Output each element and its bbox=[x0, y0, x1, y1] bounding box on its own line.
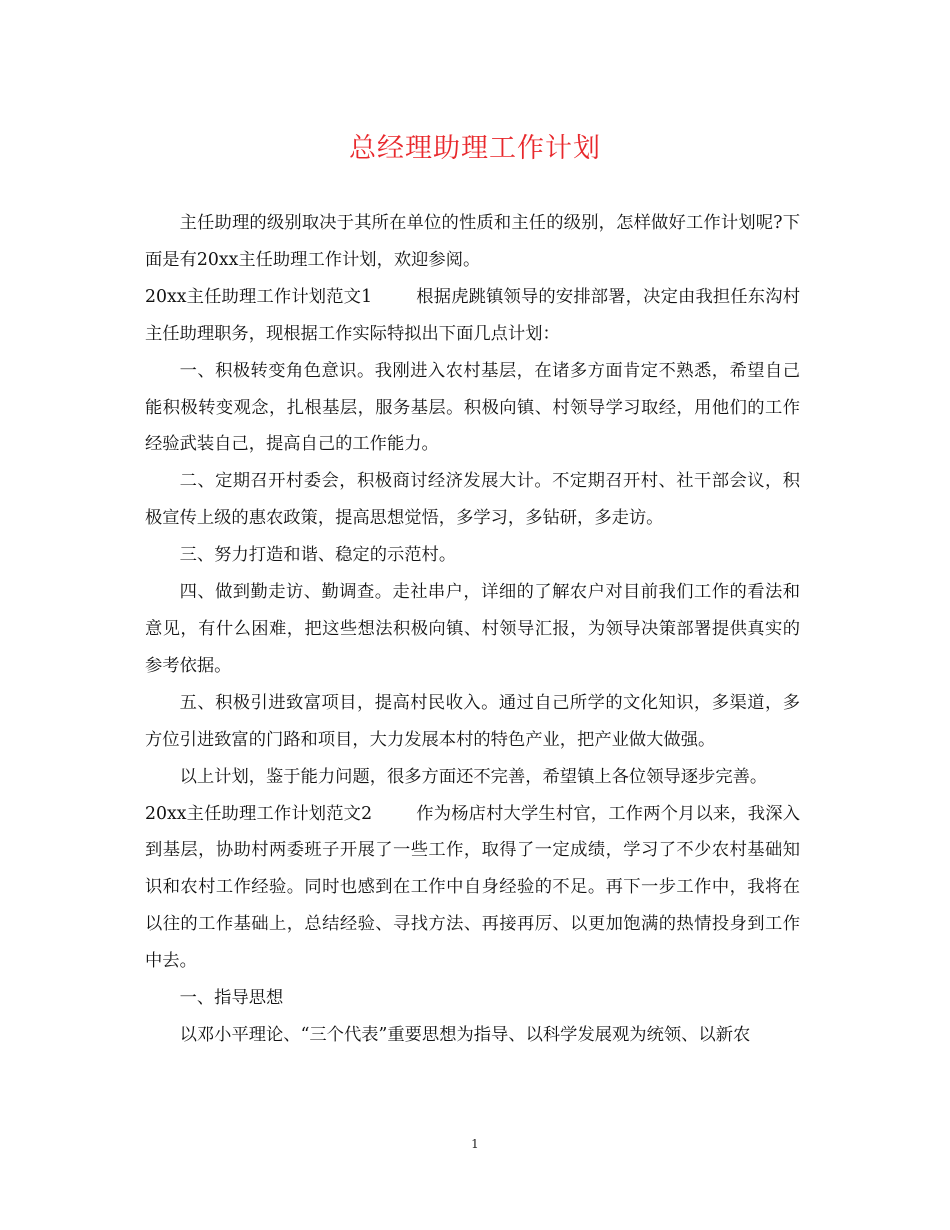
sample1-point-1: 一、积极转变角色意识。我刚进入农村基层，在诸多方面肯定不熟悉，希望自己能积极转变观念，扎根基层，服务基层。积极向镇、村领导学习取经，用他们的工作经验武装自己，提高自己的工作能力。 bbox=[145, 360, 800, 455]
sample1-paragraph bbox=[145, 279, 800, 353]
document-body bbox=[145, 205, 800, 1054]
sample1-heading: 20xx主任助理工作计划范文1 bbox=[145, 286, 373, 307]
sample1-lead: 根据虎跳镇领导的安排部署，决定由我担任东沟村主任助理职务，现根据工作实际特拟出下面几点计划： bbox=[145, 286, 800, 344]
sample2-lead: 作为杨店村大学生村官，工作两个月以来，我深入到基层，协助村两委班子开展了一些工作，取得了一定成绩，学习了不少农村基础知识和农村工作经验。同时也感到在工作中自身经验的不足。再下一步工作中，我将在以往的工作基础上，总结经验、寻找方法、再接再厉、以更加饱满的热情投身到工作中去。 bbox=[145, 803, 800, 972]
sample1-conclusion: 以上计划，鉴于能力问题，很多方面还不完善，希望镇上各位领导逐步完善。 bbox=[179, 766, 768, 787]
sample1-point-2: 二、定期召开村委会，积极商讨经济发展大计。不定期召开村、社干部会议，积极宣传上级的惠农政策，提高思想觉悟，多学习，多钻研，多走访。 bbox=[145, 471, 800, 529]
sample2-paragraph bbox=[145, 796, 800, 981]
sample1-point-5: 五、积极引进致富项目，提高村民收入。通过自己所学的文化知识，多渠道，多方位引进致富的门路和项目，大力发展本村的特色产业，把产业做大做强。 bbox=[145, 692, 800, 750]
sample2-heading: 20xx主任助理工作计划范文2 bbox=[145, 803, 373, 824]
sample2-section-text: 以邓小平理论、“三个代表”重要思想为指导、以科学发展观为统领、以新农 bbox=[179, 1024, 751, 1045]
document-title: 总经理助理工作计划 bbox=[349, 133, 601, 164]
intro-paragraph: 主任助理的级别取决于其所在单位的性质和主任的级别，怎样做好工作计划呢?下面是有20xx主任助理工作计划，欢迎参阅。 bbox=[145, 213, 800, 270]
sample2-section-heading: 一、指导思想 bbox=[179, 988, 284, 1009]
page-number: 1 bbox=[471, 1137, 479, 1151]
sample1-point-3: 三、努力打造和谐、稳定的示范村。 bbox=[179, 545, 457, 566]
sample1-point-4: 四、做到勤走访、勤调查。走社串户，详细的了解农户对目前我们工作的看法和意见，有什么困难，把这些想法积极向镇、村领导汇报，为领导决策部署提供真实的参考依据。 bbox=[145, 582, 800, 676]
